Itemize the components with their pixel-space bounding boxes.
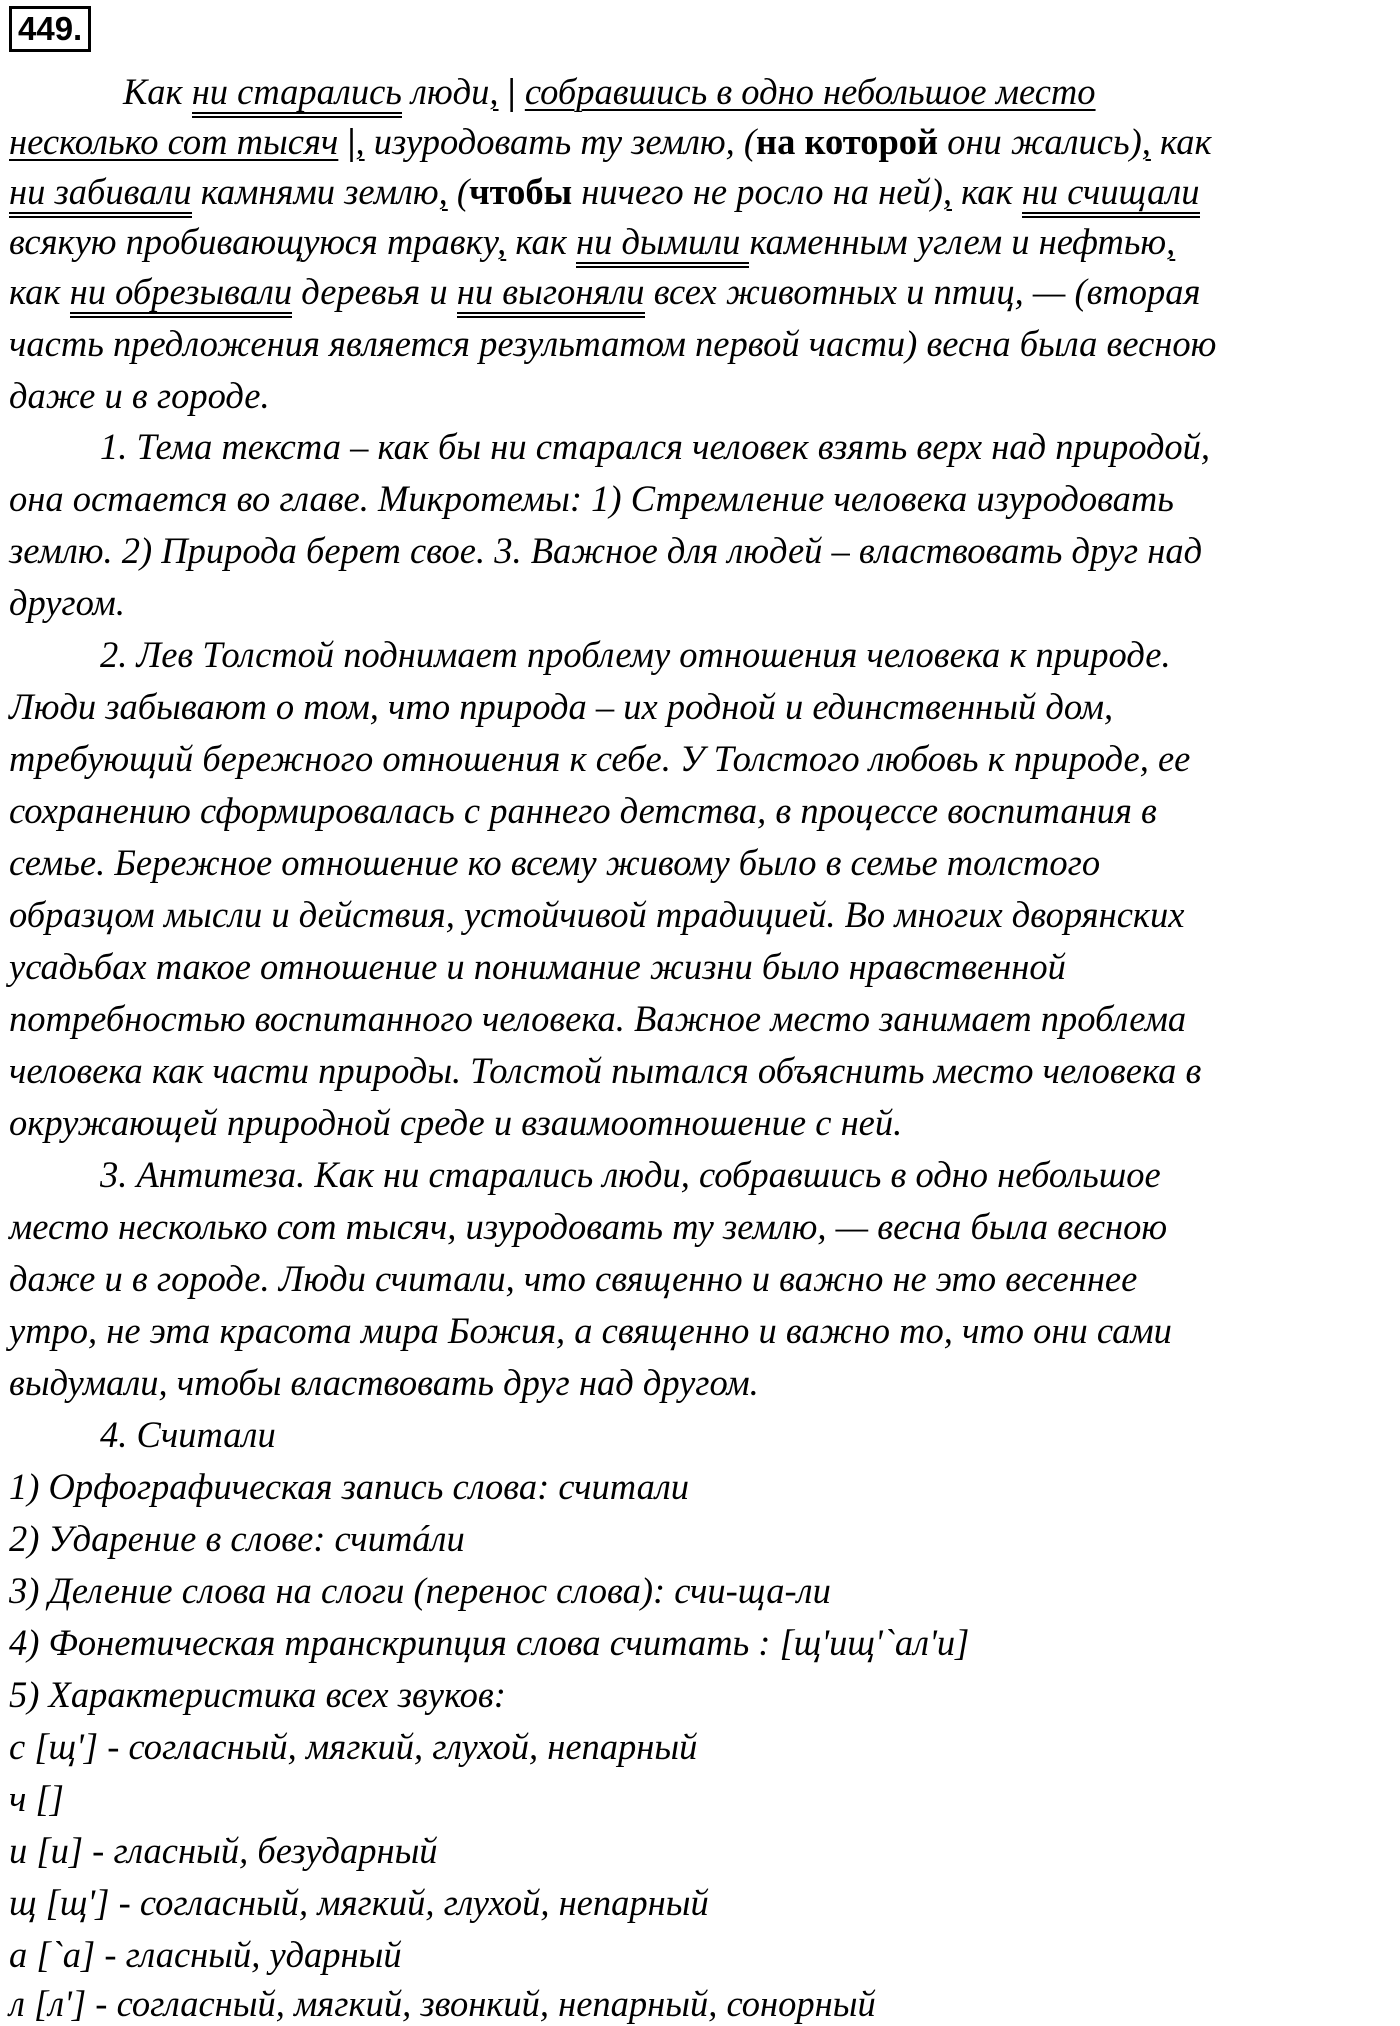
sentence-line-2: несколько сот тысяч |, изуродовать ту землю, (на которой они жались), как bbox=[9, 121, 1212, 162]
phrase-border: | bbox=[498, 71, 525, 112]
paragraph-2-line: усадьбах такое отношение и понимание жизни было нравственной bbox=[9, 946, 1066, 987]
paragraph-2-line: потребностью воспитанного человека. Важное место занимает проблема bbox=[9, 998, 1187, 1039]
predicate-underline: ни старались bbox=[192, 71, 402, 118]
predicate-underline: ни обрезывали bbox=[70, 271, 293, 318]
paragraph-1-line: другом. bbox=[9, 582, 125, 623]
sound-item: л [л'] - согласный, мягкий, звонкий, непарный, сонорный bbox=[9, 1983, 876, 2024]
sentence-line-3: ни забивали камнями землю, (чтобы ничего не росло на ней), как ни счищали bbox=[9, 170, 1200, 214]
conjunctive-word: на которой bbox=[756, 121, 939, 162]
paragraph-2-line: 2. Лев Толстой поднимает проблему отношения человека к природе. bbox=[100, 634, 1171, 675]
sound-item: а [`а] - гласный, ударный bbox=[9, 1934, 402, 1975]
paragraph-1-line: 1. Тема текста – как бы ни старался человек взять верх над природой, bbox=[100, 426, 1211, 467]
predicate-underline: ни дымили bbox=[576, 221, 750, 268]
paragraph-2-line: Люди забывают о том, что природа – их родной и единственный дом, bbox=[9, 686, 1114, 727]
analysis-item: 2) Ударение в слове: считáли bbox=[9, 1518, 465, 1559]
paragraph-1-line: землю. 2) Природа берет свое. 3. Важное для людей – властвовать друг над bbox=[9, 530, 1203, 571]
sentence-line-7: даже и в городе. bbox=[9, 375, 270, 416]
paragraph-3-line: утро, не эта красота мира Божия, а священно и важно то, что они сами bbox=[9, 1310, 1172, 1351]
paragraph-2-line: требующий бережного отношения к себе. У Толстого любовь к природе, ее bbox=[9, 738, 1191, 779]
sentence-line-6: часть предложения является результатом первой части) весна была весною bbox=[9, 323, 1217, 364]
sentence-line-4: всякую пробивающуюся травку, как ни дымили каменным углем и нефтью, bbox=[9, 220, 1175, 264]
sound-item: ч [] bbox=[9, 1778, 64, 1819]
sound-item: и [и] - гласный, безударный bbox=[9, 1830, 438, 1871]
paragraph-3-line: даже и в городе. Люди считали, что священно и важно не это весеннее bbox=[9, 1258, 1138, 1299]
paragraph-3-line: место несколько сот тысяч, изуродовать ту землю, — весна была весною bbox=[9, 1206, 1168, 1247]
analysis-item: 3) Деление слова на слоги (перенос слова): счи-ща-ли bbox=[9, 1570, 831, 1611]
phrase-border: | bbox=[338, 121, 356, 162]
predicate-underline: ни счищали bbox=[1022, 171, 1200, 218]
exercise-number: 449. bbox=[9, 6, 91, 52]
paragraph-2-line: сохранению сформировалась с раннего детства, в процессе воспитания в bbox=[9, 790, 1157, 831]
conjunction: чтобы bbox=[469, 171, 573, 212]
paragraph-2-line: образцом мысли и действия, устойчивой традицией. Во многих дворянских bbox=[9, 894, 1185, 935]
predicate-underline: ни выгоняли bbox=[457, 271, 645, 318]
sentence-line-5: как ни обрезывали деревья и ни выгоняли всех животных и птиц, — (вторая bbox=[9, 270, 1201, 314]
paragraph-2-line: человека как части природы. Толстой пытался объяснить место человека в bbox=[9, 1050, 1202, 1091]
participial-phrase-underline: собравшись в одно небольшое место bbox=[524, 71, 1096, 112]
predicate-underline: ни забивали bbox=[9, 171, 192, 218]
analysis-item: 4) Фонетическая транскрипция слова считать : [щ'ищ'`ал'и] bbox=[9, 1622, 970, 1663]
paragraph-1-line: она остается во главе. Микротемы: 1) Стремление человека изуродовать bbox=[9, 478, 1174, 519]
paragraph-2-line: семье. Бережное отношение ко всему живому было в семье толстого bbox=[9, 842, 1101, 883]
sound-item: щ [щ'] - согласный, мягкий, глухой, непарный bbox=[9, 1882, 709, 1923]
analysis-item: 1) Орфографическая запись слова: считали bbox=[9, 1466, 690, 1507]
sound-item: с [щ'] - согласный, мягкий, глухой, непарный bbox=[9, 1726, 698, 1767]
paragraph-3-line: 3. Антитеза. Как ни старались люди, собравшись в одно небольшое bbox=[100, 1154, 1161, 1195]
paragraph-3-line: выдумали, чтобы властвовать друг над другом. bbox=[9, 1362, 759, 1403]
analysis-item: 5) Характеристика всех звуков: bbox=[9, 1674, 506, 1715]
paragraph-2-line: окружающей природной среде и взаимоотношение с ней. bbox=[9, 1102, 903, 1143]
sentence-line-1: Как ни старались люди, | собравшись в одно небольшое место bbox=[123, 70, 1096, 114]
word-heading: 4. Считали bbox=[100, 1414, 276, 1455]
